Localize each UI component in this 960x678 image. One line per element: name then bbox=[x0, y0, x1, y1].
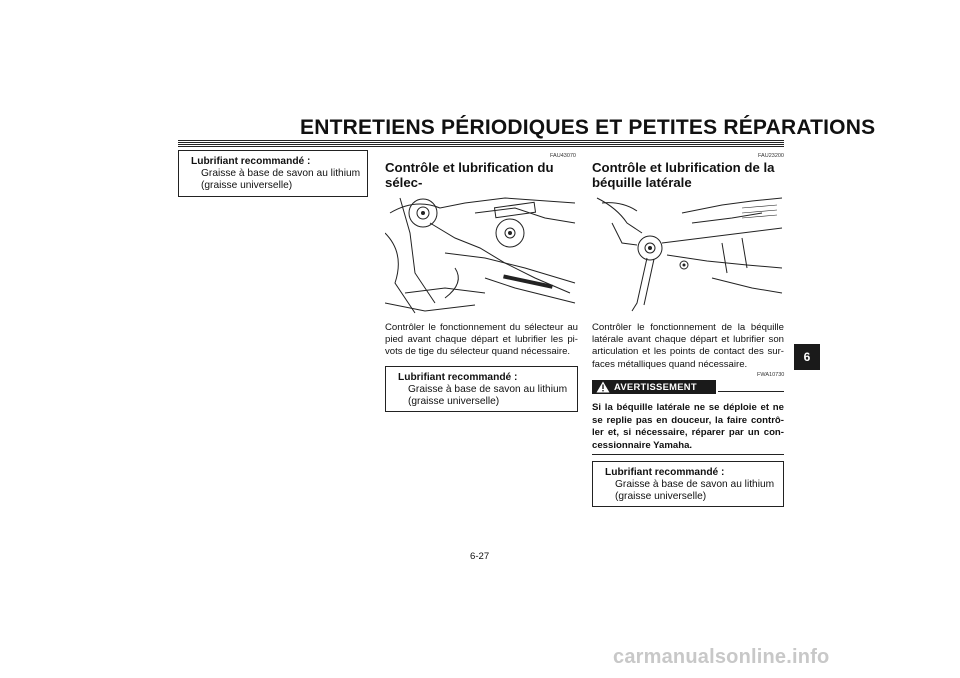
section1-title-line1: Contrôle et lubrification du sélec- bbox=[385, 160, 554, 190]
chapter-tab: 6 bbox=[794, 344, 820, 370]
box-title: Lubrifiant recommandé : bbox=[605, 467, 725, 478]
section2-title-line1: Contrôle et lubrification de la bbox=[592, 160, 775, 175]
section2-title-line2: béquille latérale bbox=[592, 175, 692, 190]
recommended-lubricant-box-left bbox=[178, 150, 368, 197]
warning-end-rule bbox=[592, 454, 784, 455]
section2-title bbox=[592, 160, 787, 190]
recommended-lubricant-box-section2 bbox=[592, 461, 784, 507]
watermark: carmanualsonline.info bbox=[613, 646, 830, 668]
box-line: (graisse universelle) bbox=[408, 396, 500, 407]
box-line: Graisse à base de savon au lithium bbox=[408, 384, 568, 395]
box-title: Lubrifiant recommandé : bbox=[191, 156, 311, 167]
recommended-lubricant-box-section1 bbox=[385, 366, 578, 412]
box-line: (graisse universelle) bbox=[201, 180, 293, 191]
section2-code: FAU23200 bbox=[758, 153, 784, 159]
section1-code: FAU43070 bbox=[550, 153, 576, 159]
box-line: (graisse universelle) bbox=[615, 491, 707, 502]
warning-code: FWA10730 bbox=[757, 372, 785, 378]
warning-text: Si la béquille latérale ne se déploie et ne se replie pas en douceur, la faire contrô-ler et, si nécessaire, réparer par un con-cessionnaire Yamaha. bbox=[592, 402, 784, 451]
section2-paragraph: Contrôler le fonctionnement de la béquille latérale avant chaque départ et lubrifier son articulation et les points de contact des sur-faces métalliques quand nécessaire. bbox=[592, 322, 784, 370]
header-rule bbox=[178, 140, 784, 148]
sidestand-illustration bbox=[592, 193, 784, 315]
warning-triangle-icon bbox=[596, 381, 610, 393]
section1-paragraph: Contrôler le fonctionnement du sélecteur au pied avant chaque départ et lubrifier les pi-vots de tige du sélecteur quand nécessaire. bbox=[385, 322, 578, 358]
box-title: Lubrifiant recommandé : bbox=[398, 372, 518, 383]
warning-label: AVERTISSEMENT bbox=[614, 381, 697, 392]
warning-label-box bbox=[592, 380, 716, 394]
page-header-title: ENTRETIENS PÉRIODIQUES ET PETITES RÉPARATIONS bbox=[300, 116, 876, 139]
warning-rule bbox=[718, 391, 784, 392]
warning-header bbox=[592, 380, 784, 394]
gear-shift-pedal-illustration bbox=[385, 193, 578, 315]
box-line: Graisse à base de savon au lithium bbox=[201, 168, 361, 179]
box-line: Graisse à base de savon au lithium bbox=[615, 479, 775, 490]
page-number: 6-27 bbox=[470, 551, 490, 562]
